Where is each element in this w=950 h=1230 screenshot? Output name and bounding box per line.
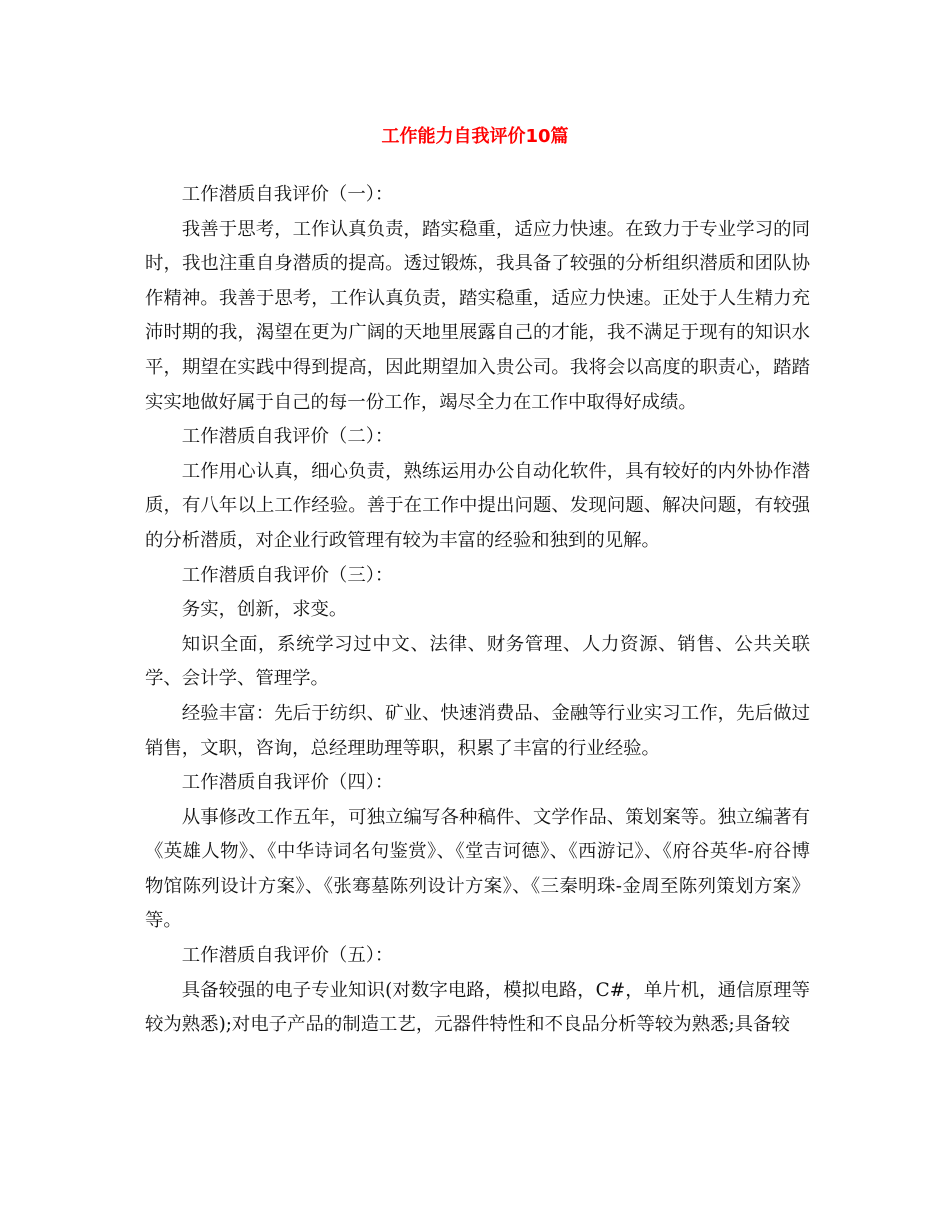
section-heading-3: 工作潜质自我评价（三）： xyxy=(181,564,394,586)
paragraph: 我善于思考，工作认真负责，踏实稳重，适应力快速。在致力于专业学习的同时，我也注重自身潜质的提高。透过锻炼，我具备了较强的分析组织潜质和团队协作精神。我善于思考，工作认真负责，踏实稳重，适应力快速。正处于人生精力充沛时期的我，渴望在更为广阔的天地里展露自己的才能，我不满足于现有的知识水平，期望在实践中得到提高，因此期望加入贵公司。我将会以高度的职责心，踏踏实实地做好属于自己的每一份工作，竭尽全力在工作中取得好成绩。 xyxy=(145,218,810,413)
section-heading-5: 工作潜质自我评价（五）： xyxy=(181,945,394,967)
paragraph: 从事修改工作五年，可独立编写各种稿件、文学作品、策划案等。独立编著有《英雄人物》、《中华诗词名句鉴赏》、《堂吉诃德》、《西游记》、《府谷英华-府谷博物馆陈列设计方案》、《张骞墓陈列设计方案》、《三秦明珠-金周至陈列策划方案》等。 xyxy=(145,806,810,932)
document-title: 工作能力自我评价10篇 xyxy=(381,126,569,147)
paragraph: 工作用心认真，细心负责，熟练运用办公自动化软件，具有较好的内外协作潜质，有八年以上工作经验。善于在工作中提出问题、发现问题、解决问题，有较强的分析潜质，对企业行政管理有较为丰富的经验和独到的见解。 xyxy=(145,460,810,551)
document-body xyxy=(145,178,810,1043)
section-heading-2: 工作潜质自我评价（二）： xyxy=(181,426,394,448)
paragraph: 经验丰富：先后于纺织、矿业、快速消费品、金融等行业实习工作，先后做过销售，文职，咨询，总经理助理等职，积累了丰富的行业经验。 xyxy=(145,702,810,759)
paragraph: 务实，创新，求变。 xyxy=(181,599,348,621)
section-heading-4: 工作潜质自我评价（四）： xyxy=(181,772,394,794)
paragraph: 具备较强的电子专业知识(对数字电路，模拟电路，C#，单片机，通信原理等较为熟悉);对电子产品的制造工艺，元器件特性和不良品分析等较为熟悉;具备较 xyxy=(145,979,810,1036)
section-heading-1: 工作潜质自我评价（一）： xyxy=(181,184,394,205)
paragraph: 知识全面，系统学习过中文、法律、财务管理、人力资源、销售、公共关联学、会计学、管理学。 xyxy=(145,633,810,690)
